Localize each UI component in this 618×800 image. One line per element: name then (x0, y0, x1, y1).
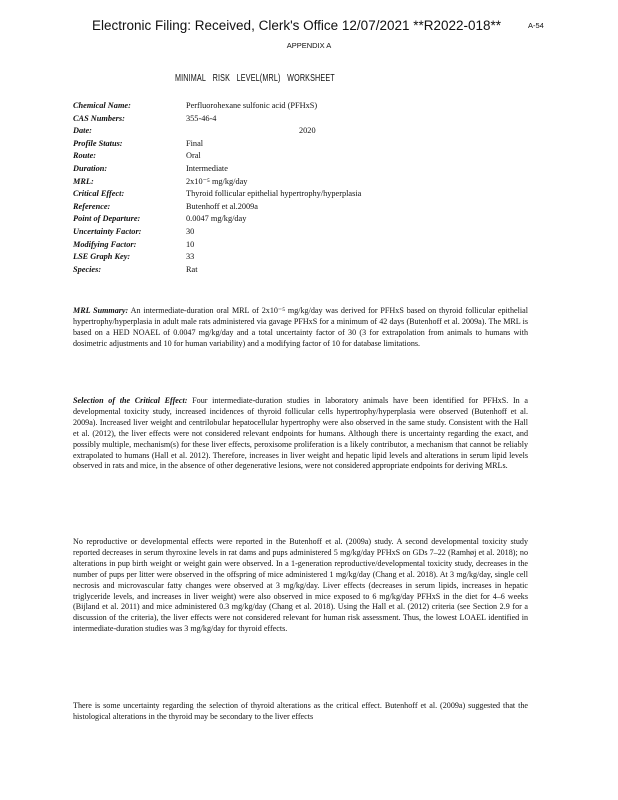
meta-row-modifying-factor (73, 239, 513, 252)
meta-row-chemical (73, 100, 513, 113)
meta-row-cas (73, 113, 513, 126)
meta-row-critical-effect (73, 188, 513, 201)
meta-value: 33 (186, 252, 195, 262)
meta-value: Oral (186, 151, 201, 161)
worksheet-title-word: RISK (212, 73, 231, 84)
meta-value: Butenhoff et al.2009a (186, 201, 258, 211)
paragraph-lead: MRL Summary: (73, 306, 129, 315)
meta-value: 2x10⁻⁵ mg/kg/day (186, 176, 248, 186)
meta-row-status (73, 138, 513, 151)
meta-value: Intermediate (186, 163, 228, 173)
meta-value: Thyroid follicular epithelial hypertrophy/hyperplasia (186, 189, 362, 199)
meta-row-uncertainty-factor (73, 226, 513, 239)
meta-label: Species: (73, 264, 102, 274)
meta-row-mrl (73, 176, 513, 189)
meta-value: Perfluorohexane sulfonic acid (PFHxS) (186, 101, 318, 110)
worksheet-title-word: WORKSHEET (287, 73, 335, 84)
meta-label: LSE Graph Key: (73, 252, 131, 262)
meta-value: Rat (186, 264, 198, 274)
critical-effect-paragraph (73, 396, 528, 472)
meta-value: 30 (186, 226, 195, 236)
meta-value: Final (186, 138, 204, 148)
meta-label: Chemical Name: (73, 101, 131, 110)
meta-label: Reference: (73, 201, 111, 211)
meta-value: 355-46-4 (186, 113, 217, 123)
meta-label: MRL: (73, 176, 94, 186)
worksheet-title-word: LEVEL(MRL) (236, 73, 281, 84)
uncertainty-paragraph (73, 701, 528, 723)
meta-label: Critical Effect: (73, 189, 125, 199)
worksheet-title (175, 73, 335, 84)
paragraph-text: An intermediate-duration oral MRL of 2x10⁻⁵ mg/kg/day was derived for PFHxS based on thyroid follicular epithelial hypertrophy/hyperplasia in adult male rats administered via gavage PFHxS for a minimum of 42 days (Butenhoff et al. 2009a). The MRL is based on a HED NOAEL of 0.0047 mg/kg/day and a total uncertainty factor of 30 (3 for extrapolation from animals to humans with dosimetric adjustments and 10 for human variability) and a modifying factor of 10 for database limitations. (73, 306, 528, 348)
paragraph-lead: Selection of the Critical Effect: (73, 396, 188, 405)
meta-label: Modifying Factor: (73, 239, 137, 249)
meta-row-point-of-departure (73, 213, 513, 226)
paragraph-text: No reproductive or developmental effects were reported in the Butenhoff et al. (2009a) study. A second developmental toxicity study reported decreases in serum thyroxine levels in rat dams and pups administered 5 mg/kg/day PFHxS on GDs 7–22 (Ramhøj et al. 2018); no alterations in pup birth weight or weight gain were observed. In a 1-generation reproductive/developmental toxicity study, decreases in the number of pups per litter were observed in the offspring of mice administered 1 mg/kg/day (Chang et al. 2018). At 3 mg/kg/day, single cell necrosis and microvascular fatty changes were observed at 3 mg/kg/day. Liver effects (decreases in serum lipids, increases in hepatic triglyceride levels, and increases in liver weight) were also observed in mice exposed to 6 mg/kg/day PFHxS in the diet for 4–6 weeks (Bijland et al. 2011) and mice administered 0.3 mg/kg/day (Chang et al. 2018). Using the Hall et al. (2012) criteria (see Section 2.9 for a discussion of the criteria), the liver effects were not considered relevant for human risk assessment. Thus, the lowest LOAEL identified in intermediate-duration studies was 3 mg/kg/day for thyroid effects. (73, 537, 528, 634)
meta-row-species (73, 264, 513, 277)
metadata-table (73, 100, 513, 276)
meta-label: Duration: (73, 163, 108, 173)
paragraph-text: Four intermediate-duration studies in laboratory animals have been identified for PFHxS. In a developmental toxicity study, increased incidences of thyroid follicular cells hypertrophy/hyperplasia were observed (Butenhoff et al. 2009a). Increased liver weight and centrilobular hepatocellular hypertrophy were also observed in the same study. Consistent with the Hall et al. (2012), the liver effects were not considered relevant endpoints for humans. Although there is uncertainty regarding the exact, and possibly multiple, mechanism(s) for these liver effects, peroxisome proliferation is a likely contributor, a mechanism that cannot be reliably extrapolated to humans (Hall et al. 2012). Therefore, increases in liver weight and hepatic lipid levels and alterations in serum lipid levels observed in rats and mice, in the absence of other degenerative lesions, were not considered appropriate endpoints for deriving MRLs. (73, 396, 528, 471)
meta-value: 2020 (299, 126, 316, 136)
meta-label: Point of Departure: (73, 214, 141, 224)
meta-label: CAS Numbers: (73, 113, 125, 123)
meta-row-duration (73, 163, 513, 176)
reproductive-effects-paragraph (73, 537, 528, 635)
worksheet-title-word: MINIMAL (175, 73, 207, 84)
paragraph-text: There is some uncertainty regarding the selection of thyroid alterations as the critical effect. Butenhoff et al. (2009a) suggested that the histological alterations in the thyroid may be secondary to the liver effects (73, 701, 528, 721)
meta-value: 0.0047 mg/kg/day (186, 214, 247, 224)
mrl-summary-paragraph (73, 306, 528, 350)
page-number: A-54 (528, 21, 544, 30)
appendix-heading: APPENDIX A (286, 41, 332, 50)
meta-row-reference (73, 201, 513, 214)
meta-row-route (73, 150, 513, 163)
meta-row-lse-graph-key (73, 251, 513, 264)
meta-value: 10 (186, 239, 195, 249)
meta-label: Uncertainty Factor: (73, 226, 142, 236)
meta-label: Date: (73, 126, 92, 136)
meta-row-date (73, 125, 513, 138)
meta-label: Route: (73, 151, 97, 161)
electronic-filing-stamp: Electronic Filing: Received, Clerk's Office 12/07/2021 **R2022-018** (92, 18, 502, 33)
meta-label: Profile Status: (73, 138, 123, 148)
